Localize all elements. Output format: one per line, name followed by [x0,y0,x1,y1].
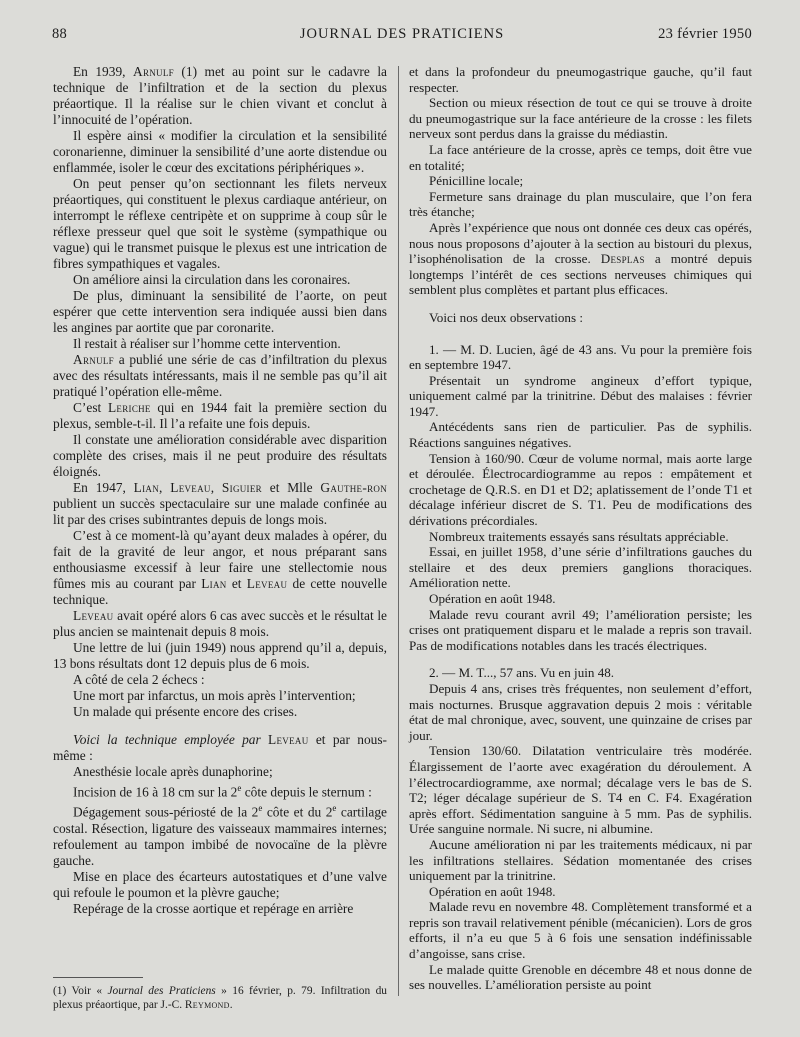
paragraph: En 1939, Arnulf (1) met au point sur le cadavre la technique de l’infiltration et de la section du plexus préaortique. Il la réalise sur le chien vivant et conclut à l’innocuité de l’opération. [53,64,387,127]
page-number: 88 [52,26,68,42]
observations-intro: Voici nos deux observations : [429,309,583,325]
paragraph: C’est Leriche qui en 1944 fait la première section du plexus, semble-t-il. Il l’a refaite une fois depuis. [53,400,387,431]
paragraph: Tension 130/60. Dilatation ventriculaire très modérée. Élargissement de l’aorte avec exagération du déroulement. A l’électrocardiogramme, axe normal; décalage vers le bas de S. T2; léger décalage supérieur de S. T4 en C. F4. Exagération après effort. Sédimentation sanguine à 5 mm. Pas de syphilis. Urée sanguine normale. Ni sucre, ni albumine. [409,743,752,837]
paragraph: Anesthésie locale après dunaphorine; [73,764,273,779]
paragraph: Malade revu en novembre 48. Complètement transformé et a repris son travail relativement pénible (mécanicien). Lors de gros efforts, il n’a eu que 5 à 6 fois une sensation indéfinissable d’angoisse, sans crise. [409,899,752,962]
paragraph: et dans la profondeur du pneumogastrique gauche, qu’il faut respecter. [409,64,752,95]
paragraph: Le malade quitte Grenoble en décembre 48 et nous donne de ses nouvelles. L’amélioration persiste au point [409,961,752,993]
paragraph: On améliore ainsi la circulation dans les coronaires. [73,272,351,287]
paragraph: Depuis 4 ans, crises très fréquentes, non seulement d’effort, mais nocturnes. Brusque aggravation depuis 2 mois : véritable état de mal chronique, avec, souvent, une quinzaine de crises par jour. [409,680,752,743]
paragraph: Malade revu courant avril 49; l’amélioration persiste; les crises ont pratiquement disparu et le malade a repris son travail. Pas de modifications notables dans les tracés électriques. [409,606,752,653]
observation-1-heading: 1. — M. D. Lucien, âgé de 43 ans. Vu pour la première fois en septembre 1947. [409,341,752,373]
paragraph: Il constate une amélioration considérable avec disparition complète des crises, mais il ne peut produire des résultats éloignés. [53,432,387,479]
paragraph: Arnulf a publié une série de cas d’infiltration du plexus avec des résultats intéressants, mais il ne semble pas qu’il ait pratiqué l’opération elle-même. [53,352,387,399]
paragraph: Tension à 160/90. Cœur de volume normal, mais aorte large et déroulée. Électrocardiogramme au repos : empâtement et crochetage de Q.R.S. en D1 et D2; aplatissement de l’onde T1 et décalage inférieur discret de S. T1. Peu de modifications des dérivations précordiales. [409,450,752,529]
technique-heading: Voici la technique employée par Leveau et par nous-même : [53,732,388,763]
paragraph: Opération en août 1948. [429,591,556,606]
paragraph: Aucune amélioration ni par les traitements médicaux, ni par les infiltrations stellaires. Sédation momentanée des crises uniquement par la trinitrine. [409,836,752,884]
issue-date: 23 février 1950 [658,26,752,42]
paragraph: Une lettre de lui (juin 1949) nous apprend qu’il a, depuis, 13 bons résultats dont 12 depuis plus de 6 mois. [53,640,387,671]
footnote-rule [53,977,143,978]
paragraph: Fermeture sans drainage du plan musculaire, que l’on fera très étanche; [409,188,752,220]
paragraph: Leveau avait opéré alors 6 cas avec succès et le résultat le plus ancien se maintenait depuis 8 mois. [53,608,387,639]
paragraph: En 1947, Lian, Leveau, Siguier et Mlle Gauthe-ron publient un succès spectaculaire sur une malade confinée au lit par des crises subintrantes depuis de longs mois. [53,480,388,527]
paragraph: De plus, diminuant la sensibilité de l’aorte, on peut espérer que cette intervention sera indiquée aussi bien dans les angines par aortite que par coronarite. [53,288,387,335]
paragraph: Mise en place des écarteurs autostatiques et d’une valve qui refoule le poumon et la plèvre gauche; [53,868,387,900]
paragraph: Une mort par infarctus, un mois après l’intervention; [73,688,356,703]
paragraph: Repérage de la crosse aortique et repérage en arrière [73,900,354,916]
paragraph: On peut penser qu’on sectionnant les filets nerveux préaortiques, qui constituent le plexus cardiaque antérieur, on interrompt le réflexe centripète et on supprime à coup sûr le réflexe presseur quel que soit le système (sympathique ou vague) qui le transmet puisque le plexus est une intrication de fibres sympathiques et vagales. [53,176,387,271]
column-divider [398,66,399,996]
running-header [52,22,752,48]
paragraph: Nombreux traitements essayés sans résultats appréciable. [429,528,729,544]
paragraph: Pénicilline locale; [429,173,524,189]
paragraph: Incision de 16 à 18 cm sur la 2e côte depuis le sternum : [73,783,372,800]
footnote [53,984,387,1012]
paragraph: Présentait un syndrome angineux d’effort typique, uniquement calmé par la trinitrine. Début des malaises : février 1947. [409,372,752,419]
paragraph: Dégagement sous-périosté de la 2e côte et du 2e cartilage costal. Résection, ligature des vaisseaux mammaires internes; refoulement au tampon imbibé de novocaïne de la plèvre gauche. [53,803,387,868]
paragraph: Antécédents sans rien de particulier. Pas de syphilis. Réactions sanguines négatives. [409,419,752,451]
paragraph: Opération en août 1948. [429,883,556,899]
observation-2-heading: 2. — M. T..., 57 ans. Vu en juin 48. [429,665,615,681]
footnote-text: (1) Voir « Journal des Praticiens » 16 février, p. 79. Infiltration du plexus préaortique, par J.-C. Reymond. [53,985,387,1011]
paragraph: Essai, en juillet 1958, d’une série d’infiltrations gauches du stellaire et des deux premiers ganglions thoraciques. Amélioration nette. [409,544,752,591]
paragraph: Il espère ainsi « modifier la circulation et la sensibilité coronarienne, diminuer la sensibilité d’une aorte distendue ou enflammée, isoler le cœur des excitations périphériques ». [53,128,387,175]
paragraph: Après l’expérience que nous ont donnée ces deux cas opérés, nous nous proposons d’ajouter à la section au bistouri du plexus, l’isophénolisation de la crosse. Desplas a montré depuis longtemps l’intérêt de ces sections nerveuses chimiques qui semblent plus complètes et partant plus efficaces. [409,219,752,298]
paragraph: A côté de cela 2 échecs : [73,672,205,687]
paragraph: Un malade qui présente encore des crises. [73,704,298,719]
paragraph: C’est à ce moment-là qu’ayant deux malades à opérer, du fait de la gravité de leur angor, et nous préparant sans enthousiasme excessif à leur faire une stellectomie nous fûmes mis au courant par Lian et Leveau de cette nouvelle technique. [53,528,388,607]
paragraph: Section ou mieux résection de tout ce qui se trouve à droite du pneumogastrique sur la face antérieure de la crosse : les filets nerveux sont perdus dans la graisse du médiastin. [409,95,752,142]
left-column [53,64,387,917]
right-column [409,64,752,993]
paragraph: Il restait à réaliser sur l’homme cette intervention. [73,336,341,351]
paragraph: La face antérieure de la crosse, après ce temps, doit être vue en totalité; [409,141,752,173]
journal-title: JOURNAL DES PRATICIENS [299,26,505,42]
